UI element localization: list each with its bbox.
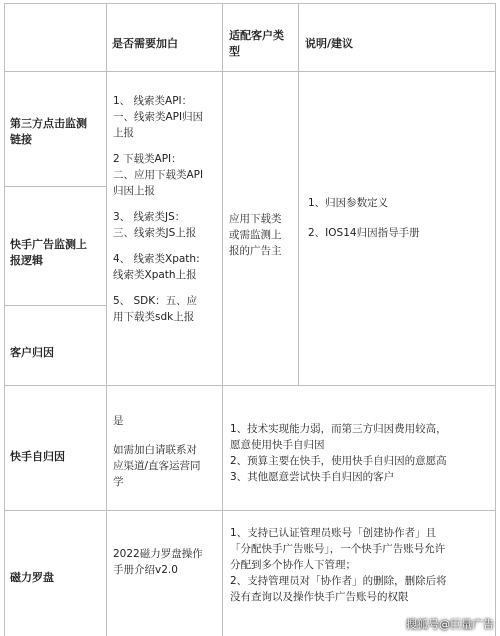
- need-yes: 是: [113, 415, 124, 427]
- need-item-download-api: 2 下载类API： 二、应用下载类API 归因上报: [113, 153, 204, 197]
- need-item-lead-js: 3、 线索类JS： 三、线索类JS上报: [113, 211, 197, 239]
- link-attribution-params[interactable]: 1、归因参数定义: [308, 197, 389, 209]
- row-label-cili-compass: 磁力罗盘: [10, 571, 54, 584]
- client-type-group1: 应用下载类 或需监测上 报的广告主: [229, 213, 282, 257]
- link-ios14-guide[interactable]: 2、IOS14归因指导手册: [308, 227, 420, 239]
- row-label-client-attribution: 客户归因: [10, 346, 54, 359]
- need-item-lead-xpath: 4、 线索类Xpath: 线索类Xpath上报: [113, 253, 200, 281]
- need-item-lead-api: 1、 线索类API： 一、线索类API归因 上报: [113, 95, 204, 139]
- row-label-third-party-link: 第三方点击监测 链接: [10, 117, 87, 146]
- header-notes: 说明/建议: [305, 37, 354, 50]
- notes-group1: [308, 195, 493, 241]
- notes-compass: 1、支持已认证管理员账号「创建协作者」且 「分配快手广告账号」，一个快手广告账号允许 分配到多个协作人下管理； 2、支持管理员对「协作者」的删除，删除后将 没有查询以及操作快手广告账号的权限: [230, 527, 447, 603]
- need-list-group1: [113, 93, 221, 325]
- need-self-attribution: [113, 413, 221, 490]
- need-contact-ops: 如需加白请联系对 应渠道/直客运营同 学: [113, 444, 201, 488]
- header-client-type: 适配客户类 型: [229, 29, 284, 58]
- notes-self-attribution: 1、技术实现能力弱，而第三方归因费用较高， 愿意使用快手自归因 2、预算主要在快手，使用快手自归因的意愿高 3、其他愿意尝试快手自归因的客户: [230, 423, 447, 483]
- link-compass-manual[interactable]: 2022磁力罗盘操作 手册介绍v2.0: [113, 548, 203, 576]
- need-item-sdk: 5、 SDK：五、应 用下载类sdk上报: [113, 295, 198, 323]
- row-label-ks-monitor-logic: 快手广告监测上 报逻辑: [10, 238, 87, 267]
- header-need-whitelist: 是否需要加白: [112, 37, 178, 50]
- row-label-ks-self-attribution: 快手自归因: [10, 450, 65, 463]
- watermark-text: 搜狐号@巨量广告: [406, 618, 494, 631]
